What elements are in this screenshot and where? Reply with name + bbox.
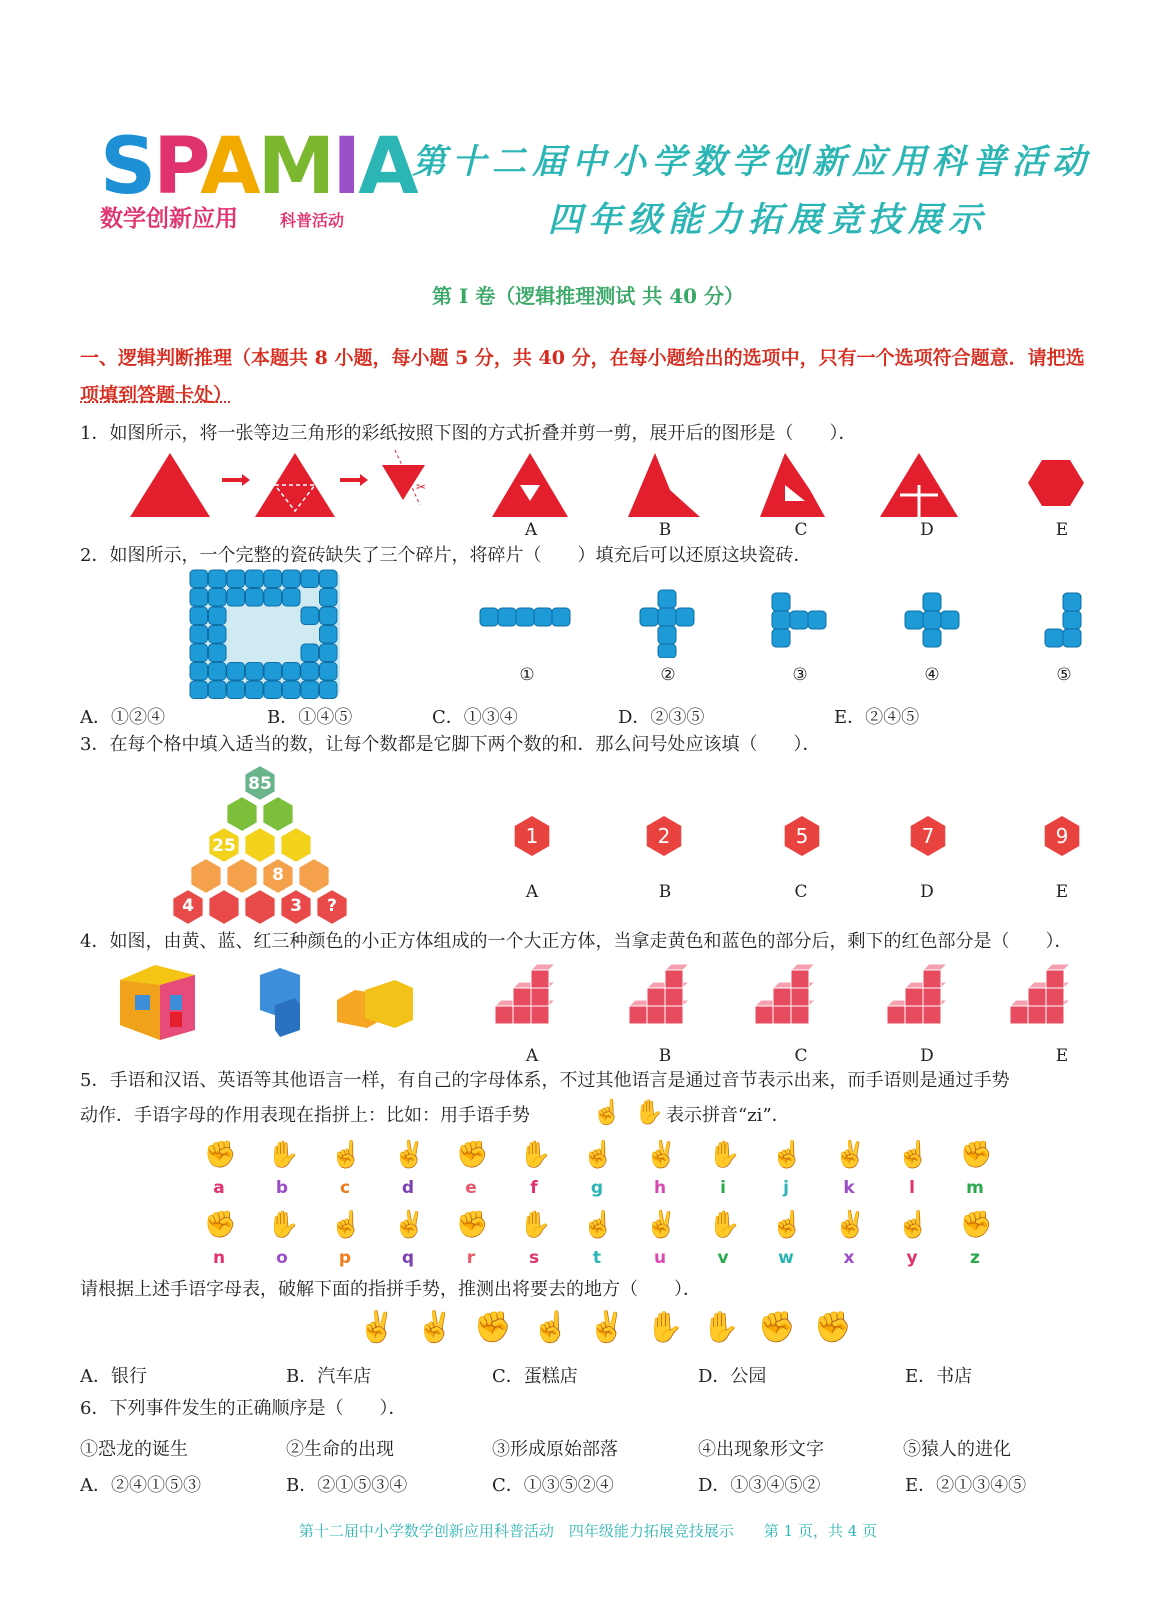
q3-pyr-b1: 4 — [182, 896, 194, 916]
q1-option-b-shape — [628, 453, 700, 517]
hand-sign-icon: ✊ — [960, 1140, 993, 1170]
logo-cn-sub: 科普活动 — [280, 211, 345, 230]
q4-label-e: E — [1055, 1046, 1069, 1066]
tile-block — [190, 589, 208, 607]
hand-sign-icon: ☝ — [771, 1140, 804, 1170]
tile-block — [227, 663, 245, 681]
hand-sign-icon: ✊ — [204, 1210, 237, 1240]
q1-option-e-shape — [1028, 460, 1084, 506]
hand-sign-icon: ✊ — [204, 1140, 237, 1170]
q4-option-shapes — [495, 964, 1070, 1024]
tile-block — [320, 626, 338, 644]
hand-sign-icon: ☝ — [330, 1210, 363, 1240]
tile-block — [301, 663, 319, 681]
q2-option-b[interactable]: B．①④⑤ — [267, 707, 353, 728]
choice-value: 5 — [795, 824, 809, 848]
q2-option-c[interactable]: C．①③④ — [432, 707, 518, 728]
sign-letter-label: c — [339, 1178, 351, 1198]
hand-sign-icon: ✌ — [834, 1140, 867, 1170]
q5-option-c[interactable]: C．蛋糕店 — [492, 1366, 578, 1387]
arrow-icon — [222, 474, 250, 486]
tile-block — [190, 644, 208, 662]
sign-letter-label: b — [275, 1178, 289, 1198]
q4-blue-part — [260, 968, 300, 1037]
hand-sign-icon: ✌ — [645, 1140, 678, 1170]
hand-icon: ✋ — [702, 1310, 740, 1345]
hand-sign-icon: ✌ — [834, 1210, 867, 1240]
choice-value: 1 — [525, 824, 539, 848]
q2-pieces — [475, 588, 1095, 658]
pyramid-cell — [244, 889, 275, 925]
hand-icon: ✋ — [646, 1310, 684, 1345]
sign-letter-label: o — [276, 1248, 288, 1268]
tile-block — [264, 589, 282, 607]
sign-letter-label: j — [783, 1178, 789, 1198]
sign-letter-label: u — [653, 1248, 667, 1268]
part1-heading-b: 项填到答题卡处） — [80, 384, 233, 406]
part1-heading — [80, 340, 1140, 414]
q6-text: 6．下列事件发生的正确顺序是（ ）． — [80, 1398, 407, 1419]
part1-heading-a: 一、逻辑判断推理（本题共 8 小题，每小题 5 分，共 40 分，在每小题给出的选项中，只有一个选项符合题意．请把选 — [80, 347, 1085, 369]
sign-letter-label: d — [401, 1178, 415, 1198]
hand-icon: ✌ — [588, 1310, 626, 1345]
hand-sign-icon: ✌ — [393, 1140, 426, 1170]
q6-option-c[interactable]: C．①③⑤②④ — [492, 1475, 614, 1496]
q2-piece-4 — [905, 593, 959, 647]
q3-pyr-mid: 25 — [212, 836, 236, 856]
q1-triangle — [130, 453, 210, 517]
q4-yellow-part — [337, 980, 413, 1028]
tile-block — [301, 644, 319, 662]
q4-option-shape — [755, 964, 815, 1024]
q6-event-5: ⑤猿人的进化 — [903, 1439, 1011, 1460]
q2-piece-label-1: ① — [519, 665, 535, 685]
sign-letter-label: n — [212, 1248, 226, 1268]
sign-letter-label: v — [717, 1248, 729, 1268]
sign-letter-label: t — [592, 1248, 602, 1268]
q6-option-a[interactable]: A．②④①⑤③ — [80, 1475, 201, 1496]
header-title-line2: 四年级能力拓展竞技展示 — [548, 200, 988, 240]
tile-block — [283, 570, 301, 588]
sign-letter-label: m — [966, 1178, 984, 1198]
tile-block — [246, 681, 264, 699]
q6-option-d[interactable]: D．①③④⑤② — [698, 1475, 821, 1496]
q1-text: 1．如图所示，将一张等边三角形的彩纸按照下图的方式折叠并剪一剪，展开后的图形是（ ）． — [80, 423, 857, 444]
tile-block — [227, 589, 245, 607]
hand-icon: ✊ — [758, 1310, 796, 1345]
q6-option-e[interactable]: E．②①③④⑤ — [905, 1475, 1027, 1496]
tile-block — [190, 681, 208, 699]
q3-label-b: B — [658, 882, 672, 902]
tile-block — [283, 589, 301, 607]
tile-block — [301, 570, 319, 588]
q3-pyramid — [170, 763, 350, 925]
tile-block — [209, 681, 227, 699]
pyramid-cell — [226, 858, 257, 894]
sign-letter-label: y — [906, 1248, 918, 1268]
q6-event-1: ①恐龙的诞生 — [80, 1439, 188, 1460]
q1-label-d: D — [920, 520, 934, 540]
tile-block — [246, 570, 264, 588]
q3-choices — [510, 814, 1090, 860]
q5-text-a: 5．手语和汉语、英语等其他语言一样，有自己的字母体系，不过其他语言是通过音节表示出来，而手语则是通过手势 — [80, 1070, 1010, 1091]
q5-question: 请根据上述手语字母表，破解下面的指拼手势，推测出将要去的地方（ ）． — [80, 1279, 701, 1300]
q6-event-2: ②生命的出现 — [286, 1439, 394, 1460]
q2-piece-1 — [480, 608, 570, 626]
sign-alphabet-row-1 — [200, 1140, 1000, 1202]
hand-sign-icon: ✌ — [393, 1210, 426, 1240]
q1-label-c: C — [794, 520, 808, 540]
logo — [100, 122, 416, 238]
q2-piece-label-5: ⑤ — [1056, 665, 1072, 685]
tile-block — [227, 681, 245, 699]
q3-pyr-top: 85 — [248, 774, 272, 794]
tile-block — [209, 626, 227, 644]
sign-letter-label: z — [970, 1248, 980, 1268]
hand-sign-icon: ✋ — [708, 1210, 741, 1240]
q1-label-a: A — [524, 520, 538, 540]
tile-block — [320, 589, 338, 607]
tile-block — [209, 589, 227, 607]
q1-label-e: E — [1055, 520, 1069, 540]
pyramid-cell — [226, 796, 257, 832]
pyramid-cell — [298, 858, 329, 894]
pyramid-cell — [244, 827, 275, 863]
tile-block — [209, 607, 227, 625]
q2-piece-3 — [772, 593, 826, 647]
sign-letter-label: e — [465, 1178, 477, 1198]
hand-icon: ☝ — [532, 1310, 570, 1345]
q3-text: 3．在每个格中填入适当的数，让每个数都是它脚下两个数的和．那么问号处应该填（ ）． — [80, 734, 821, 755]
hand-sign-icon: ☝ — [897, 1140, 930, 1170]
tile-block — [301, 681, 319, 699]
tile-block — [190, 570, 208, 588]
q5-text-b2: 表示拼音“zi”． — [666, 1105, 790, 1126]
q2-piece-2 — [640, 590, 694, 658]
pyramid-cell — [280, 827, 311, 863]
logo-brand: SPAMIA — [100, 122, 416, 212]
hand-icon: ✌ — [358, 1310, 396, 1345]
q3-label-d: D — [920, 882, 934, 902]
tile-block — [320, 681, 338, 699]
hand-sign-icon: ☝ — [330, 1140, 363, 1170]
sign-letter-label: k — [843, 1178, 855, 1198]
choice-value: 2 — [657, 824, 671, 848]
q5-option-e[interactable]: E．书店 — [905, 1366, 973, 1387]
hand-sign-icon: ✋ — [267, 1140, 300, 1170]
sign-letter-label: x — [843, 1248, 855, 1268]
hand-sign-z-icon: ☝ — [592, 1098, 622, 1126]
header-title-line1: 第十二届中小学数学创新应用科普活动 — [412, 142, 1092, 182]
q4-option-shape — [887, 964, 947, 1024]
tile-block — [320, 663, 338, 681]
q5-option-b[interactable]: B．汽车店 — [286, 1366, 372, 1387]
tile-block — [320, 570, 338, 588]
tile-block — [283, 663, 301, 681]
sign-alphabet-row-2 — [200, 1210, 1000, 1272]
tile-block — [264, 681, 282, 699]
sign-letter-label: g — [590, 1178, 604, 1198]
tile-block — [190, 626, 208, 644]
q2-piece-5 — [1045, 593, 1081, 647]
tile-block — [320, 644, 338, 662]
q3-pyr-b5: ? — [327, 896, 337, 916]
hand-icon: ✊ — [814, 1310, 852, 1345]
q6-event-3: ③形成原始部落 — [492, 1439, 618, 1460]
tile-block — [264, 663, 282, 681]
q4-color-cube — [120, 965, 195, 1040]
q1-figures — [120, 445, 1100, 540]
q3-label-e: E — [1055, 882, 1069, 902]
hand-icon: ✌ — [416, 1310, 454, 1345]
choice-value: 7 — [921, 824, 935, 848]
hand-icon: ✊ — [474, 1310, 512, 1345]
hand-sign-icon: ✊ — [456, 1210, 489, 1240]
tile-block — [264, 570, 282, 588]
q1-folded-triangle — [255, 453, 335, 517]
pyramid-cell — [262, 796, 293, 832]
q4-option-shape — [495, 964, 555, 1024]
sign-letter-label: l — [909, 1178, 915, 1198]
q2-piece-label-2: ② — [660, 665, 676, 685]
q6-event-4: ④出现象形文字 — [698, 1439, 824, 1460]
sign-letter-label: s — [528, 1248, 540, 1268]
hand-sign-icon: ☝ — [897, 1210, 930, 1240]
hand-sign-icon: ☝ — [582, 1210, 615, 1240]
page-footer: 第十二届中小学数学创新应用科普活动 四年级能力拓展竞技展示 第 1 页，共 4 页 — [298, 1522, 878, 1540]
sign-letter-label: a — [213, 1178, 225, 1198]
q1-option-c-shape — [760, 453, 825, 517]
tile-block — [283, 681, 301, 699]
section-title: 第 I 卷（逻辑推理测试 共 40 分） — [431, 284, 744, 308]
q2-piece-label-3: ③ — [792, 665, 808, 685]
pyramid-cell — [190, 858, 221, 894]
tile-block — [320, 607, 338, 625]
q4-label-c: C — [794, 1046, 808, 1066]
q3-pyr-b4: 3 — [290, 896, 302, 916]
tile-block — [209, 570, 227, 588]
q4-figures — [115, 960, 1115, 1045]
q2-text: 2．如图所示，一个完整的瓷砖缺失了三个碎片，将碎片（ ）填充后可以还原这块瓷砖． — [80, 545, 812, 566]
sign-letter-label: r — [466, 1248, 476, 1268]
q3-label-c: C — [794, 882, 808, 902]
q4-label-a: A — [525, 1046, 539, 1066]
hand-sign-icon: ✋ — [267, 1210, 300, 1240]
q5-option-d[interactable]: D．公园 — [698, 1366, 767, 1387]
tile-block — [246, 589, 264, 607]
q5-option-a[interactable]: A．银行 — [80, 1366, 147, 1387]
q2-piece-label-4: ④ — [924, 665, 940, 685]
tile-block — [190, 663, 208, 681]
q4-label-d: D — [920, 1046, 934, 1066]
q4-option-shape — [1010, 964, 1070, 1024]
q2-tile-figure — [188, 568, 348, 703]
q3-pyr-center: 8 — [272, 865, 284, 885]
sign-letter-label: f — [530, 1178, 538, 1198]
arrow-icon — [340, 474, 368, 486]
q1-label-b: B — [658, 520, 672, 540]
q5-text-b1: 动作．手语字母的作用表现在指拼上：比如：用手语手势 — [80, 1105, 530, 1126]
tile-block — [246, 663, 264, 681]
tile-block — [227, 570, 245, 588]
sign-letter-label: p — [338, 1248, 352, 1268]
hand-sign-icon: ✋ — [519, 1210, 552, 1240]
tile-block — [190, 607, 208, 625]
q2-option-a[interactable]: A．①②④ — [80, 707, 165, 728]
hand-sign-icon: ✊ — [456, 1140, 489, 1170]
hand-sign-i-icon: ✋ — [634, 1098, 664, 1126]
sign-letter-label: i — [720, 1178, 726, 1198]
logo-cn-name: 数学创新应用 — [100, 206, 238, 232]
q4-option-shape — [629, 964, 689, 1024]
tile-block — [209, 644, 227, 662]
scissors-icon: ✂ — [416, 480, 427, 494]
q4-text: 4．如图，由黄、蓝、红三种颜色的小正方体组成的一个大正方体，当拿走黄色和蓝色的部分后，剩下的红色部分是（ ）． — [80, 931, 1073, 952]
sign-letter-label: w — [778, 1248, 794, 1268]
pyramid-cell — [208, 889, 239, 925]
sign-letter-label: h — [653, 1178, 667, 1198]
hand-sign-icon: ☝ — [771, 1210, 804, 1240]
hand-sign-icon: ☝ — [582, 1140, 615, 1170]
hand-sign-icon: ✌ — [645, 1210, 678, 1240]
hand-sign-icon: ✋ — [708, 1140, 741, 1170]
q2-option-e[interactable]: E．②④⑤ — [834, 707, 920, 728]
sign-letter-label: q — [401, 1248, 415, 1268]
q6-option-b[interactable]: B．②①⑤③④ — [286, 1475, 408, 1496]
q5-cipher-hands — [358, 1310, 858, 1355]
choice-value: 9 — [1055, 824, 1069, 848]
q4-label-b: B — [658, 1046, 672, 1066]
q2-option-d[interactable]: D．②③⑤ — [618, 707, 705, 728]
tile-block — [301, 607, 319, 625]
tile-block — [209, 663, 227, 681]
q3-label-a: A — [525, 882, 539, 902]
hand-sign-icon: ✋ — [519, 1140, 552, 1170]
hand-sign-icon: ✊ — [960, 1210, 993, 1240]
